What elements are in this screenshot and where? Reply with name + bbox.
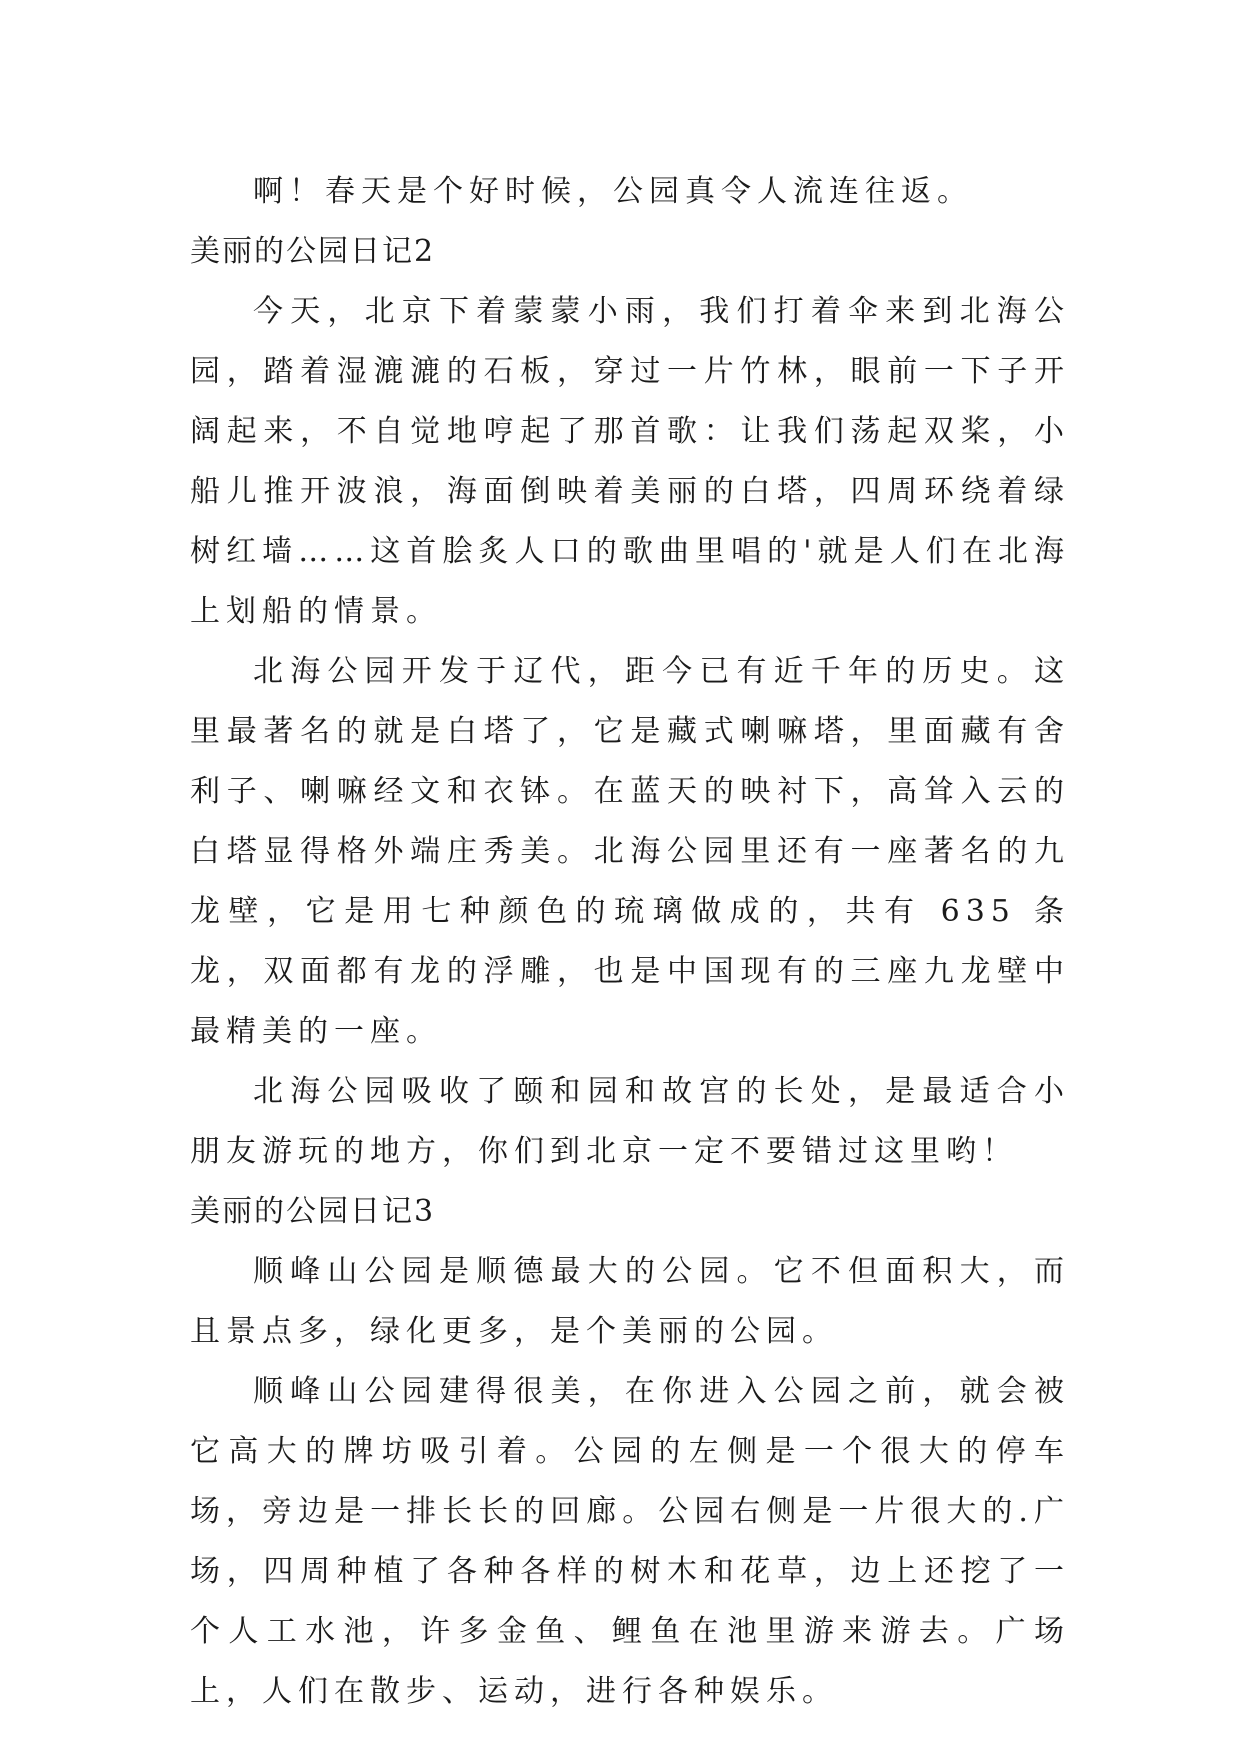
paragraph-shunfeng-layout: 顺峰山公园建得很美，在你进入公园之前，就会被它高大的牌坊吸引着。公园的左侧是一个很大的停车场，旁边是一排长长的回廊。公园右侧是一片很大的.广场，四周种植了各种各样的树木和花草，边上还挖了一个人工水池，许多金鱼、鲤鱼在池里游来游去。广场上，人们在散步、运动，进行各种娱乐。 bbox=[190, 1374, 1070, 1709]
section-heading-diary-2: 美丽的公园日记2 bbox=[190, 234, 436, 269]
document-body bbox=[190, 162, 1070, 1722]
paragraph-spring-ending: 啊！春天是个好时候，公园真令人流连往返。 bbox=[253, 174, 973, 209]
paragraph-beihai-history: 北海公园开发于辽代，距今已有近千年的历史。这里最著名的就是白塔了，它是藏式喇嘛塔，里面藏有舍利子、喇嘛经文和衣钵。在蓝天的映衬下，高耸入云的白塔显得格外端庄秀美。北海公园里还有一座著名的九龙壁，它是用七种颜色的琉璃做成的，共有 635 条龙，双面都有龙的浮雕，也是中国现有的三座九龙壁中最精美的一座。 bbox=[190, 654, 1070, 1049]
paragraph-beihai-rain: 今天，北京下着蒙蒙小雨，我们打着伞来到北海公园，踏着湿漉漉的石板，穿过一片竹林，眼前一下子开阔起来，不自觉地哼起了那首歌：让我们荡起双桨，小船儿推开波浪，海面倒映着美丽的白塔，四周环绕着绿树红墙……这首脍炙人口的歌曲里唱的'就是人们在北海上划船的情景。 bbox=[190, 294, 1070, 629]
paragraph-shunfeng-intro: 顺峰山公园是顺德最大的公园。它不但面积大，而且景点多，绿化更多，是个美丽的公园。 bbox=[190, 1254, 1070, 1349]
paragraph-beihai-recommend: 北海公园吸收了颐和园和故宫的长处，是最适合小朋友游玩的地方，你们到北京一定不要错过这里哟！ bbox=[190, 1074, 1070, 1169]
section-heading-diary-3: 美丽的公园日记3 bbox=[190, 1194, 436, 1229]
